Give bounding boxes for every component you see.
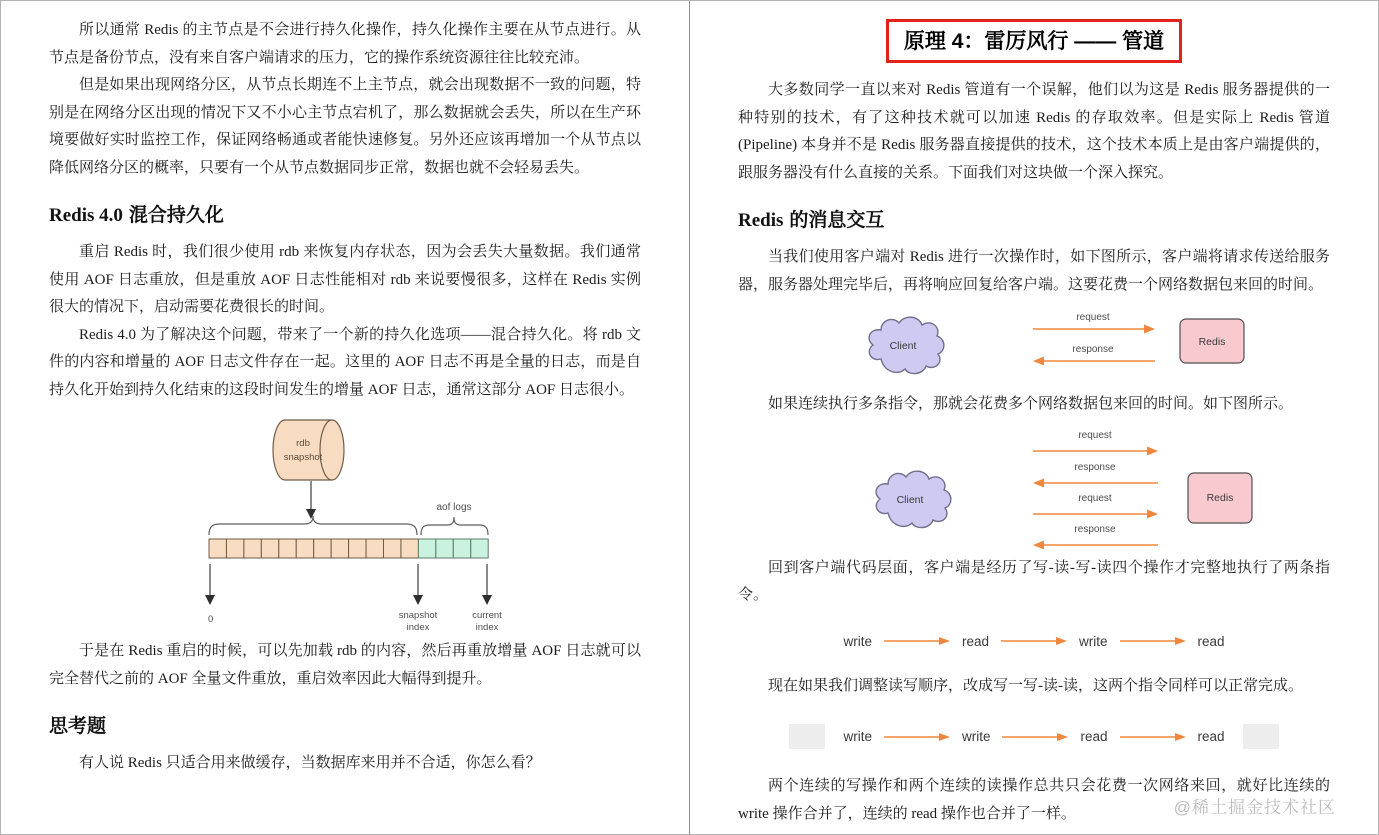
arrow-right-icon <box>884 732 950 742</box>
rdb-cell <box>244 539 261 558</box>
client-cloud <box>876 471 951 527</box>
rdb-section-brace <box>209 516 417 535</box>
paragraph: 大多数同学一直以来对 Redis 管道有一个误解，他们以为这是 Redis 服务器提供的一种特别的技术，有了这种技术就可以加速 Redis 的存取效率。但是实际上 Redis 管道 (Pipeline) 本身并不是 Redis 服务器直接提供的技术，这个技术本质上是由客户端提供的，跟服务器没有什么直接的关系。下面我们对这块做一个深入探究。 <box>738 82 1330 181</box>
arrow-right-icon <box>1033 446 1158 455</box>
snapshot-index-label-line2: index <box>406 622 430 633</box>
client-label: Client <box>896 493 924 506</box>
client-label: Client <box>889 340 917 352</box>
rdb-cell <box>384 539 401 558</box>
heading-latin: Redis <box>738 210 784 231</box>
arrow-left-icon <box>1033 540 1158 549</box>
page-left <box>1 1 690 834</box>
paragraph: 重启 Redis 时，我们很少使用 rdb 来恢复内存状态，因为会丢失大量数据。我们通常使用 AOF 日志重放，但是重放 AOF 日志性能相对 rdb 来说要慢很多，这样在 Redis 实例很大的情况下，启动需要花费很长的时间。 <box>49 244 641 315</box>
arrow-left-icon <box>1033 357 1155 366</box>
arrow-right-icon <box>1120 732 1186 742</box>
heading-cjk: 混合持久化 <box>128 205 224 226</box>
rdb-cell <box>261 539 278 558</box>
paragraph: 当我们使用客户端对 Redis 进行一次操作时，如下图所示，客户端将请求传送给服务器，服务器处理完毕后，再将响应回复给客户端。这要花费一个网络数据包来回的时间。 <box>738 249 1330 293</box>
hybrid-persistence-diagram <box>49 414 643 638</box>
arrow-down-icon <box>205 564 215 605</box>
paragraph: 于是在 Redis 重启的时候，可以先加载 rdb 的内容，然后再重放增量 AOF 日志就可以完全替代之前的 AOF 全量文件重放，重启效率因此大幅得到提升。 <box>49 643 641 687</box>
arrow-down-icon <box>306 481 316 519</box>
seq-word: write <box>843 633 872 649</box>
heading-question: 思考题 <box>49 716 107 737</box>
rdb-cell <box>349 539 366 558</box>
chapter-title-wrap <box>738 19 1330 63</box>
arrow-right-icon <box>1033 509 1158 518</box>
paragraph: 如果连续执行多条指令，那就会花费多个网络数据包来回的时间。如下图所示。 <box>768 396 1294 412</box>
heading-latin: Redis 4.0 <box>49 205 123 226</box>
aof-section-brace <box>421 517 488 535</box>
paragraph: 现在如果我们调整读写顺序，改成写一写-读-读，这两个指令同样可以正常完成。 <box>768 677 1303 694</box>
current-index-label-line2: index <box>475 622 499 633</box>
snapshot-index-label-line1: snapshot <box>398 610 438 621</box>
rdb-cell <box>296 539 313 558</box>
rdb-cell <box>366 539 383 558</box>
arrow-right-icon <box>884 636 950 646</box>
request-label: request <box>1076 312 1110 323</box>
arrow-down-icon <box>482 564 492 605</box>
seq-word: read <box>1080 729 1108 744</box>
seq-word: write <box>1079 633 1108 649</box>
arrow-right-icon <box>1001 636 1067 646</box>
highlight-box <box>1243 724 1279 749</box>
rdb-cell <box>331 539 348 558</box>
request-label: request <box>1078 492 1112 504</box>
sequence-write-write-read-read <box>738 724 1330 749</box>
redis-node <box>1180 319 1244 363</box>
seq-word: write <box>961 729 991 744</box>
seq-word: write <box>843 729 872 744</box>
single-roundtrip-diagram <box>738 307 1332 391</box>
arrow-right-icon <box>1120 636 1186 646</box>
response-label: response <box>1074 461 1116 473</box>
paragraph: Redis 4.0 为了解决这个问题，带来了一个新的持久化选项——混合持久化。将 rdb 文件的内容和增量的 AOF 日志文件存在一起。这里的 AOF 日志不再是全量的日志，而是自持久化开始到持久化结束的这段时间发生的增量 AOF 日志，通常这部分 AOF 日志很小。 <box>49 326 641 398</box>
current-index-label-line1: current <box>472 610 502 621</box>
rdb-cell <box>401 539 418 558</box>
storage-bar <box>209 539 488 558</box>
redis-label: Redis <box>1198 336 1226 348</box>
aof-cell <box>436 539 453 558</box>
aof-logs-label: aof logs <box>436 502 472 513</box>
client-cloud <box>869 317 944 373</box>
arrow-down-icon <box>413 564 423 605</box>
page-right <box>690 1 1378 834</box>
heading-hybrid-persistence <box>49 200 641 227</box>
redis-node <box>1188 473 1252 523</box>
heading-message-interaction <box>738 205 1330 232</box>
multi-roundtrip-diagram <box>738 427 1332 555</box>
arrow-right-icon <box>1033 325 1155 334</box>
rdb-cell <box>279 539 296 558</box>
chapter-title: 原理 4：雷厉风行 —— 管道 <box>886 19 1182 63</box>
heading-cjk: 的消息交互 <box>789 210 885 231</box>
aof-cell <box>471 539 488 558</box>
sequence-write-read-write-read <box>738 634 1330 649</box>
request-label: request <box>1078 429 1112 441</box>
seq-word: read <box>1197 729 1225 744</box>
zero-index-label: 0 <box>208 614 214 625</box>
seq-word: read <box>1197 633 1225 649</box>
arrow-left-icon <box>1033 478 1158 487</box>
response-label: response <box>1074 523 1116 535</box>
aof-cell <box>418 539 435 558</box>
cylinder-label-line1: rdb <box>296 438 310 449</box>
redis-label: Redis <box>1206 491 1234 504</box>
paragraph: 有人说 Redis 只适合用来做缓存，当数据库来用并不合适，你怎么看？ <box>79 755 541 771</box>
arrow-right-icon <box>1002 732 1068 742</box>
paragraph: 但是如果出现网络分区，从节点长期连不上主节点，就会出现数据不一致的问题，特别是在网络分区出现的情况下又不小心主节点宕机了，那么数据就会丢失，所以在生产环境要做好实时监控工作，保证网络畅通或者能快速修复。另外还应该再增加一个从节点以降低网络分区的概率，只要有一个从节点数据同步正常，数据也就不会轻易丢失。 <box>49 77 641 176</box>
rdb-snapshot-cylinder <box>273 420 344 480</box>
watermark: @稀土掘金技术社区 <box>1173 798 1336 817</box>
paragraph: 所以通常 Redis 的主节点是不会进行持久化操作，持久化操作主要在从节点进行。从节点是备份节点，没有来自客户端请求的压力，它的操作系统资源往往比较充沛。 <box>49 22 641 66</box>
aof-cell <box>453 539 470 558</box>
rdb-cell <box>314 539 331 558</box>
cylinder-label-line2: snapshot <box>283 452 323 463</box>
response-label: response <box>1072 344 1114 355</box>
seq-word: read <box>961 633 989 649</box>
highlight-box <box>789 724 825 749</box>
rdb-cell <box>226 539 243 558</box>
paragraph: 两个连续的写操作和两个连续的读操作总共只会花费一次网络来回，就好比连续的 write 操作合并了，连续的 read 操作也合并了一样。 <box>738 778 1330 822</box>
rdb-cell <box>209 539 226 558</box>
paragraph: 回到客户端代码层面，客户端是经历了写-读-写-读四个操作才完整地执行了两条指令。 <box>738 559 1330 603</box>
